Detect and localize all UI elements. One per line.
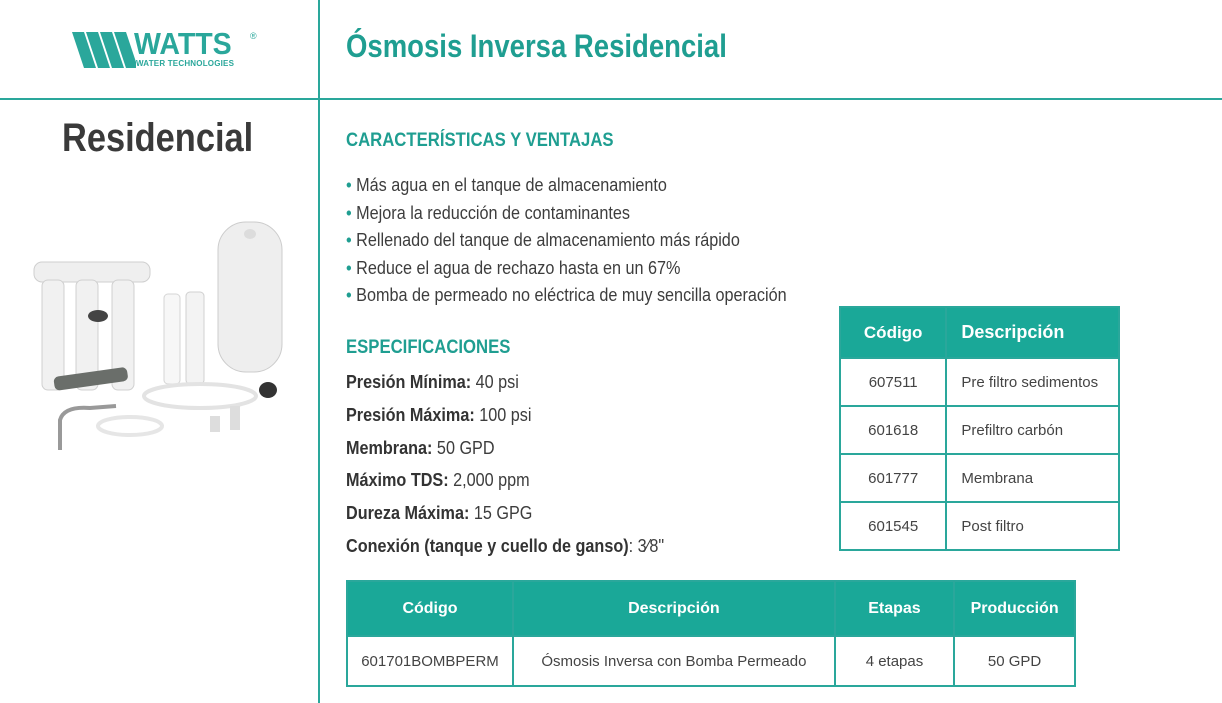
cell-code: 601701BOMBPERM (347, 636, 513, 686)
horizontal-divider (0, 98, 1222, 100)
spec-item (346, 530, 664, 563)
spec-value: : 3⁄8" (628, 535, 665, 556)
spec-label: Presión Mínima: (346, 372, 472, 392)
spec-item (346, 497, 664, 530)
column-header-production: Producción (954, 581, 1075, 636)
column-header-description: Descripción (513, 581, 835, 636)
spec-label: Dureza Máxima: (346, 503, 470, 524)
column-header-description: Descripción (946, 307, 1119, 358)
spec-value: 40 psi (471, 372, 519, 392)
logo-registered: ® (250, 31, 257, 41)
list-item: • Bomba de permeado no eléctrica de muy sencilla operación (346, 282, 787, 310)
cell-code: 601777 (840, 454, 946, 502)
spec-item (346, 432, 664, 465)
features-list (346, 172, 836, 310)
list-item: • Reduce el agua de rechazo hasta en un 67% (346, 255, 787, 283)
cell-description: Ósmosis Inversa con Bomba Permeado (513, 636, 835, 686)
table-row (840, 502, 1119, 550)
column-header-stages: Etapas (835, 581, 954, 636)
spec-label: Membrana: (346, 437, 433, 458)
section-title: Residencial (62, 116, 254, 160)
list-item: • Rellenado del tanque de almacenamiento más rápido (346, 227, 787, 255)
cell-stages: 4 etapas (835, 636, 954, 686)
table-header-row (840, 307, 1119, 358)
spec-value: 100 psi (474, 404, 532, 425)
list-item: • Más agua en el tanque de almacenamiento (346, 172, 787, 200)
column-header-code: Código (347, 581, 513, 636)
cell-description: Membrana (946, 454, 1119, 502)
spec-label: Conexión (tanque y cuello de ganso) (346, 535, 629, 556)
specs-title: ESPECIFICACIONES (346, 337, 511, 358)
specs-list (346, 366, 699, 563)
table-row (840, 454, 1119, 502)
watts-logo (72, 26, 262, 70)
watts-stripes-icon (72, 30, 136, 70)
cell-description: Pre filtro sedimentos (946, 358, 1119, 406)
spec-label: Presión Máxima: (346, 404, 475, 425)
vertical-divider (318, 0, 320, 703)
page-title: Ósmosis Inversa Residencial (346, 28, 727, 64)
product-table (346, 580, 1076, 687)
logo-brand: WATTS (134, 26, 232, 61)
table-header-row (347, 581, 1075, 636)
cell-production: 50 GPD (954, 636, 1075, 686)
cell-description: Post filtro (946, 502, 1119, 550)
cell-description: Prefiltro carbón (946, 406, 1119, 454)
table-row (840, 406, 1119, 454)
spec-item (346, 366, 664, 399)
product-photo (20, 220, 308, 450)
column-header-code: Código (840, 307, 946, 358)
logo-tagline: WATER TECHNOLOGIES (136, 59, 235, 68)
table-row (840, 358, 1119, 406)
spec-value: 50 GPD (432, 437, 495, 458)
parts-table (839, 306, 1120, 551)
cell-code: 607511 (840, 358, 946, 406)
features-title: CARACTERÍSTICAS Y VENTAJAS (346, 130, 614, 151)
spec-value: 2,000 ppm (448, 470, 530, 491)
spec-item (346, 399, 664, 432)
list-item: • Mejora la reducción de contaminantes (346, 200, 787, 228)
table-row (347, 636, 1075, 686)
spec-item (346, 464, 664, 497)
spec-value: 15 GPG (469, 503, 533, 524)
cell-code: 601545 (840, 502, 946, 550)
spec-label: Máximo TDS: (346, 470, 449, 491)
cell-code: 601618 (840, 406, 946, 454)
